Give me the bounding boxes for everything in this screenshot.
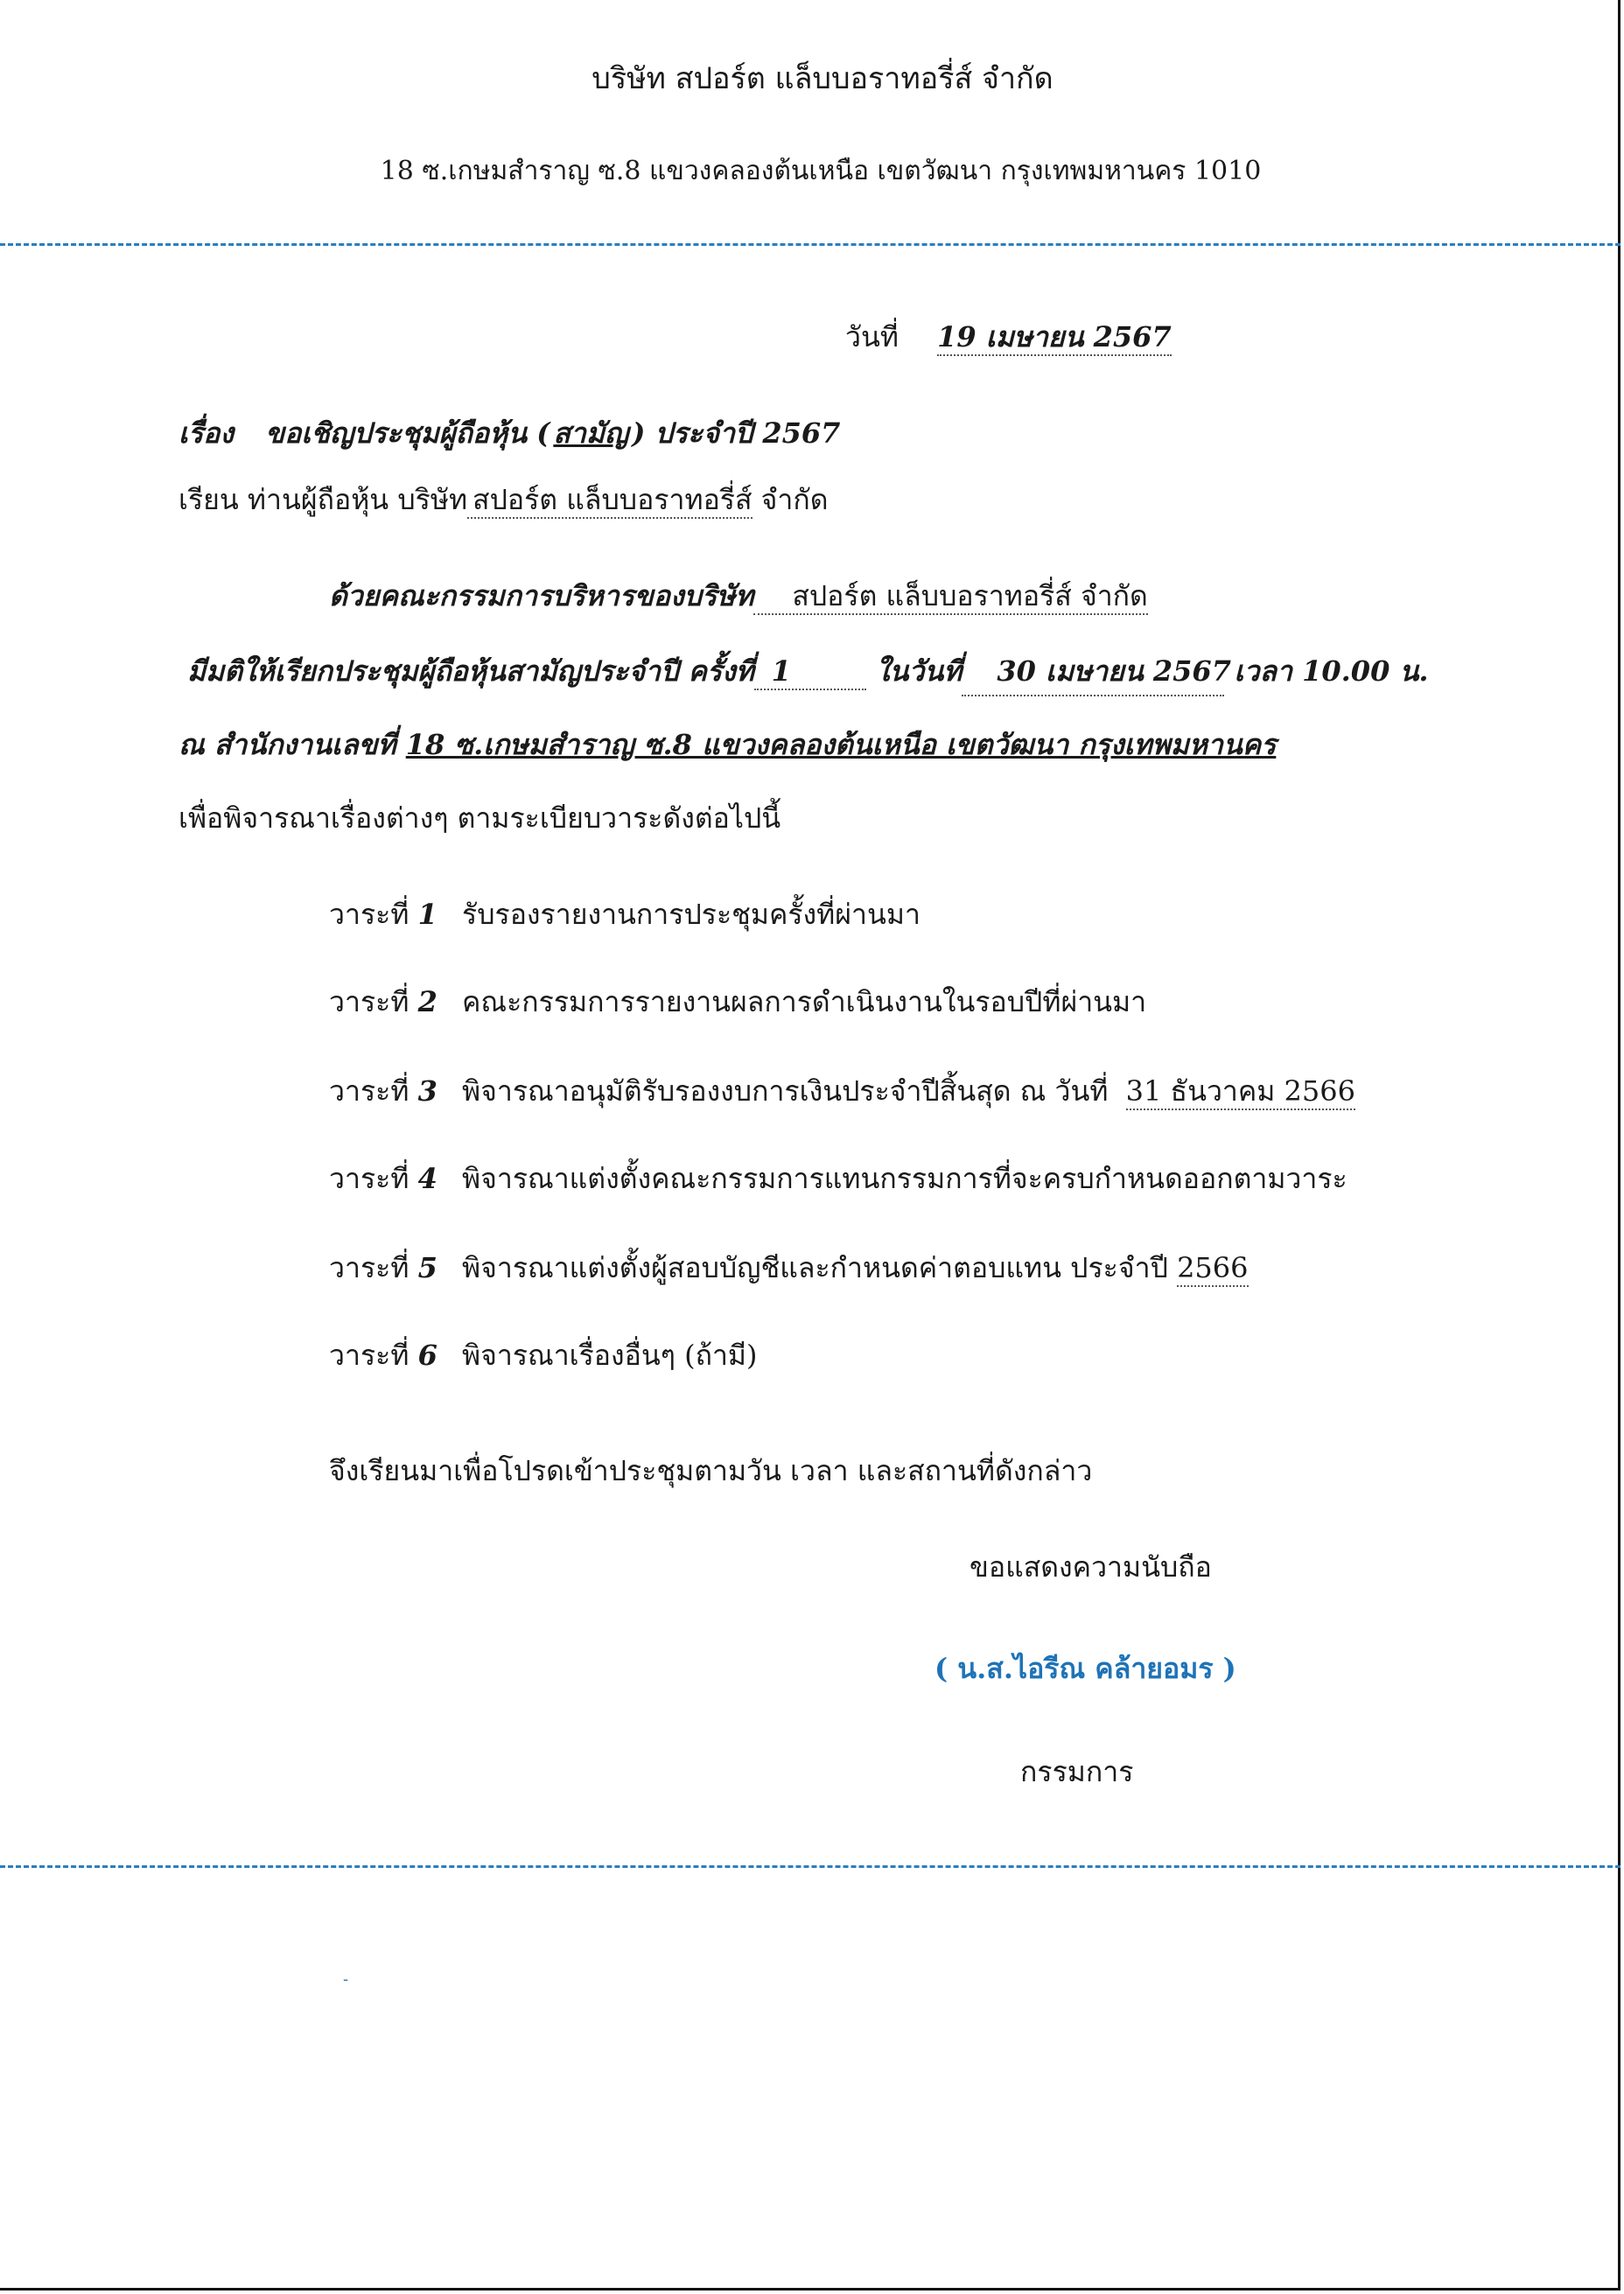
agenda-num: 2 <box>417 985 438 1018</box>
body-l3-address: 18 ซ.เกษมสำราญ ซ.8 แขวงคลองต้นเหนือ เขตวัฒนา กรุงเทพมหานคร <box>405 728 1277 761</box>
signer-name: ( น.ส.ไอรีณ คล้ายอมร ) <box>934 1652 1236 1685</box>
agenda-label: วาระที่ <box>329 1074 410 1108</box>
body-l2-time: เวลา 10.00 น. <box>1234 654 1429 688</box>
agenda-num: 4 <box>417 1162 438 1195</box>
company-address: 18 ซ.เกษมสำราญ ซ.8 แขวงคลองต้นเหนือ เขตวัฒนา กรุงเทพมหานคร 1010 <box>380 156 1262 186</box>
agenda-item-4 <box>329 1157 1348 1201</box>
bottom-divider <box>0 1865 1620 1868</box>
agenda-text: คณะกรรมการรายงานผลการดำเนินงานในรอบปีที่ผ่านมา <box>462 985 1147 1018</box>
top-divider <box>0 243 1620 246</box>
body-l2-prefix: มีมติให้เรียกประชุมผู้ถือหุ้นสามัญประจำปี ครั้งที่ <box>187 654 754 688</box>
agenda-num: 5 <box>417 1251 438 1284</box>
agenda-year: 2566 <box>1177 1251 1248 1287</box>
agenda-item-2 <box>329 980 1147 1025</box>
agenda-text: รับรองรายงานการประชุมครั้งที่ผ่านมา <box>462 898 920 931</box>
agenda-label: วาระที่ <box>329 1251 410 1284</box>
subject-label: เรื่อง <box>178 416 234 450</box>
body-l2-day-label: ในวันที่ <box>875 654 962 688</box>
agenda-item-5 <box>329 1246 1249 1290</box>
date-value: 19 เมษายน 2567 <box>937 320 1172 356</box>
agenda-item-3 <box>329 1069 1355 1114</box>
body-line-3 <box>178 723 1276 767</box>
body-line-2 <box>187 649 1428 696</box>
agenda-text <box>462 1246 1249 1290</box>
agenda-date: 31 ธันวาคม 2566 <box>1126 1074 1355 1110</box>
agenda-text-prefix: พิจารณาแต่งตั้งผู้สอบบัญชีและกำหนดค่าตอบแทน ประจำปี <box>462 1251 1168 1284</box>
body-l2-date: 30 เมษายน 2567 <box>962 649 1224 696</box>
agenda-text-prefix: พิจารณาอนุมัติรับรองงบการเงินประจำปีสิ้นสุด ณ วันที่ <box>462 1074 1109 1108</box>
agenda-text: พิจารณาเรื่องอื่นๆ (ถ้ามี) <box>462 1339 758 1372</box>
salutation-line <box>178 478 829 522</box>
date-label: วันที่ <box>845 320 899 353</box>
agenda-num: 6 <box>417 1339 438 1372</box>
signer-position: กรรมการ <box>1020 1755 1134 1788</box>
salutation-prefix: เรียน ท่านผู้ถือหุ้น บริษัท <box>178 483 468 516</box>
agenda-label: วาระที่ <box>329 985 410 1018</box>
footer-mark: - <box>343 1970 349 1989</box>
body-l2-count: 1 <box>754 654 866 690</box>
agenda-item-6 <box>329 1333 758 1378</box>
agenda-item-1 <box>329 892 920 937</box>
company-name: บริษัท สปอร์ต แล็บบอราทอรี่ส์ จำกัด <box>592 61 1054 96</box>
closing-invitation: จึงเรียนมาเพื่อโปรดเข้าประชุมตามวัน เวลา และสถานที่ดังกล่าว <box>329 1454 1093 1487</box>
date-line <box>845 315 1172 360</box>
subject-type: สามัญ <box>553 416 629 450</box>
subject-line <box>178 411 840 456</box>
subject-prefix: ขอเชิญประชุมผู้ถือหุ้น ( <box>265 416 550 450</box>
closing-regards: ขอแสดงความนับถือ <box>970 1550 1212 1584</box>
agenda-text <box>462 1069 1355 1114</box>
body-l3-prefix: ณ สำนักงานเลขที่ <box>178 728 396 761</box>
body-line-4: เพื่อพิจารณาเรื่องต่างๆ ตามระเบียบวาระดังต่อไปนี้ <box>178 801 781 835</box>
body-l1-prefix: ด้วยคณะกรรมการบริหารของบริษัท <box>329 579 754 612</box>
agenda-text: พิจารณาแต่งตั้งคณะกรรมการแทนกรรมการที่จะครบกำหนดออกตามวาระ <box>462 1162 1348 1195</box>
agenda-label: วาระที่ <box>329 898 410 931</box>
body-line-1 <box>329 574 1148 619</box>
body-l1-company: สปอร์ต แล็บบอราทอรี่ส์ จำกัด <box>753 579 1148 615</box>
agenda-num: 1 <box>417 898 438 931</box>
agenda-label: วาระที่ <box>329 1162 410 1195</box>
agenda-num: 3 <box>417 1074 438 1108</box>
salutation-suffix: จำกัด <box>760 483 829 516</box>
agenda-label: วาระที่ <box>329 1339 410 1372</box>
salutation-company: สปอร์ต แล็บบอราทอรี่ส์ <box>467 483 752 519</box>
subject-suffix: ) ประจำปี 2567 <box>632 416 841 450</box>
